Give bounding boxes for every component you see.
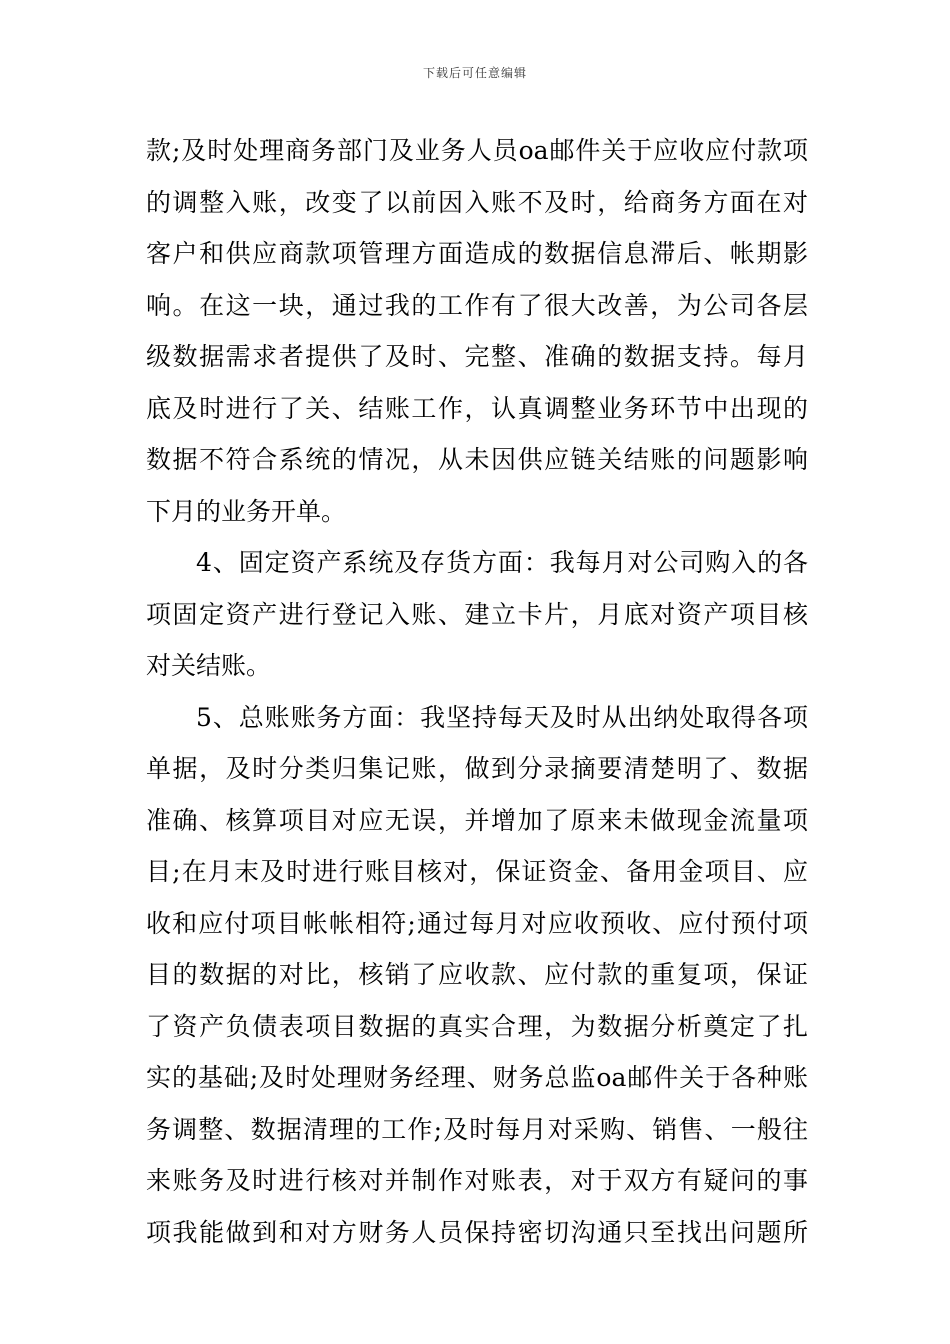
text-line: 款;及时处理商务部门及业务人员oa邮件关于应收应付款项 bbox=[146, 136, 808, 165]
text-line: 来账务及时进行核对并制作对账表，对于双方有疑问的事 bbox=[146, 1166, 808, 1195]
text-line: 底及时进行了关、结账工作，认真调整业务环节中出现的 bbox=[146, 393, 808, 423]
paragraph-3 bbox=[146, 692, 808, 1259]
text-line: 目的数据的对比，核销了应收款、应付款的重复项，保证 bbox=[146, 960, 808, 989]
text-line: 准确、核算项目对应无误，并增加了原来未做现金流量项 bbox=[146, 805, 808, 835]
text-line: 下月的业务开单。 bbox=[146, 496, 347, 526]
text-line: 数据不符合系统的情况，从未因供应链关结账的问题影响 bbox=[146, 445, 808, 474]
text-line: 项我能做到和对方财务人员保持密切沟通只至找出问题所 bbox=[146, 1217, 808, 1247]
text-line: 响。在这一块，通过我的工作有了很大改善，为公司各层 bbox=[146, 290, 808, 320]
text-line: 5、总账账务方面：我坚持每天及时从出纳处取得各项 bbox=[196, 702, 808, 732]
text-line: 级数据需求者提供了及时、完整、准确的数据支持。每月 bbox=[146, 342, 808, 371]
text-line: 客户和供应商款项管理方面造成的数据信息滞后、帐期影 bbox=[146, 239, 808, 268]
text-line: 单据，及时分类归集记账，做到分录摘要清楚明了、数据 bbox=[146, 754, 808, 783]
text-line: 4、固定资产系统及存货方面：我每月对公司购入的各 bbox=[196, 548, 808, 577]
text-line: 项固定资产进行登记入账、建立卡片，月底对资产项目核 bbox=[146, 599, 808, 629]
text-line: 目;在月末及时进行账目核对，保证资金、备用金项目、应 bbox=[146, 857, 808, 886]
text-line: 实的基础;及时处理财务经理、财务总监oa邮件关于各种账 bbox=[146, 1063, 808, 1092]
text-line: 的调整入账，改变了以前因入账不及时，给商务方面在对 bbox=[146, 187, 808, 217]
paragraph-1 bbox=[146, 125, 808, 537]
document-body bbox=[146, 125, 808, 1258]
paragraph-2 bbox=[146, 537, 808, 692]
text-line: 收和应付项目帐帐相符;通过每月对应收预收、应付预付项 bbox=[146, 908, 808, 938]
text-line: 对关结账。 bbox=[146, 651, 272, 680]
text-line: 务调整、数据清理的工作;及时每月对采购、销售、一般往 bbox=[146, 1114, 808, 1144]
page-header: 下载后可任意编辑 bbox=[422, 66, 527, 80]
text-line: 了资产负债表项目数据的真实合理，为数据分析奠定了扎 bbox=[146, 1011, 808, 1041]
